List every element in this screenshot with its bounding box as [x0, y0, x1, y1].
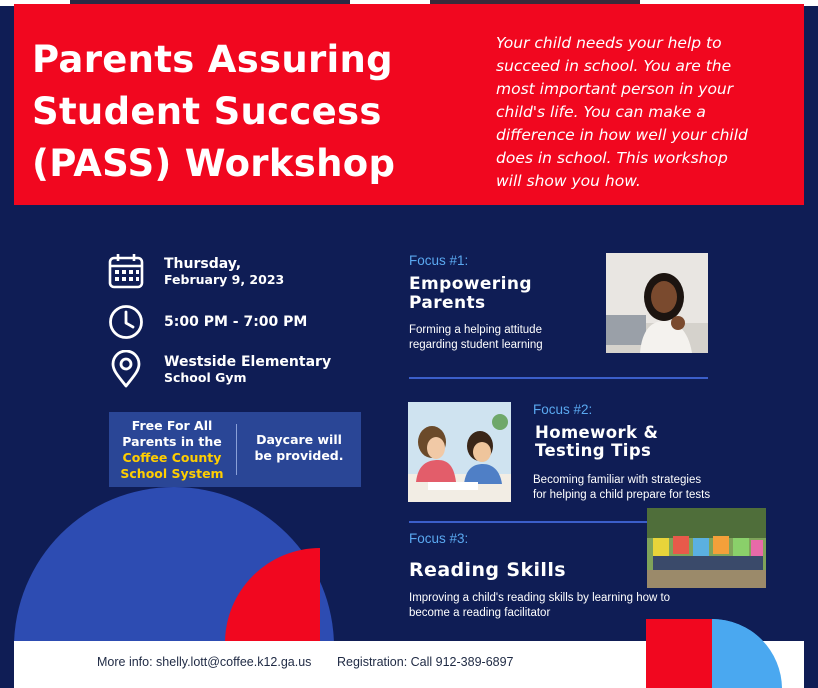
focus-1-label: Focus #1:	[409, 253, 469, 268]
intro-line: does in school. This workshop	[496, 149, 728, 167]
children-studying-photo	[408, 402, 511, 502]
focus-1-heading	[409, 275, 532, 313]
heading-line: Testing Tips	[535, 441, 652, 460]
decorative-red-block-front	[646, 619, 712, 688]
venue-line: School Gym	[164, 369, 247, 385]
intro-text	[496, 32, 786, 193]
free-accent-line: Coffee County	[122, 450, 222, 465]
title-line: Parents Assuring	[32, 38, 393, 81]
focus-2-description	[533, 473, 710, 503]
focus-2-heading	[535, 424, 658, 460]
event-venue-row	[108, 351, 331, 387]
free-info-box	[109, 412, 361, 487]
venue-line: Westside Elementary	[164, 353, 332, 370]
intro-line: Your child needs your help to	[496, 34, 722, 52]
focus-3-heading	[409, 559, 566, 581]
desc-line: for helping a child prepare for tests	[533, 489, 711, 501]
parent-photo	[606, 253, 708, 353]
contact-email: More info: shelly.lott@coffee.k12.ga.us	[97, 655, 312, 669]
event-date	[164, 256, 284, 287]
title-line: (PASS) Workshop	[32, 142, 396, 185]
location-pin-icon	[108, 351, 144, 387]
daycare-line: Daycare will	[256, 432, 342, 447]
event-date-text: February 9, 2023	[164, 271, 285, 287]
heading-line: Parents	[409, 293, 486, 313]
event-date-row	[108, 253, 284, 289]
free-accent-line: School System	[120, 466, 224, 481]
free-line: Parents in the	[122, 434, 222, 449]
focus-1-description	[409, 323, 543, 353]
event-day: Thursday,	[164, 255, 242, 272]
heading-line: Homework &	[535, 423, 659, 442]
daycare-note	[237, 432, 361, 464]
event-venue	[164, 354, 331, 385]
heading-line: Reading Skills	[409, 559, 566, 581]
heading-line: Empowering	[409, 274, 532, 294]
focus-3-label: Focus #3:	[409, 531, 469, 546]
intro-line: child's life. You can make a	[496, 103, 706, 121]
event-time	[164, 314, 307, 330]
desc-line: Becoming familiar with strategies	[533, 474, 702, 486]
event-time-row	[108, 304, 307, 340]
children-reading-photo	[647, 508, 766, 588]
intro-line: succeed in school. You are the	[496, 57, 732, 75]
desc-line: become a reading facilitator	[409, 607, 551, 619]
intro-line: will show you how.	[496, 172, 641, 190]
calendar-icon	[108, 253, 144, 289]
clock-icon	[108, 304, 144, 340]
decorative-blue-quarter-front	[712, 619, 782, 688]
decorative-red-quarter	[225, 548, 320, 641]
title-line: Student Success	[32, 90, 382, 133]
section-divider	[409, 377, 708, 379]
focus-2-label: Focus #2:	[533, 402, 593, 417]
intro-line: most important person in your	[496, 80, 734, 98]
free-line: Free For All	[131, 418, 213, 433]
event-time-text: 5:00 PM - 7:00 PM	[164, 314, 308, 330]
intro-line: difference in how well your child	[496, 126, 748, 144]
registration-phone: Registration: Call 912-389-6897	[337, 655, 514, 669]
desc-line: Forming a helping attitude	[409, 324, 542, 336]
page-title	[32, 34, 462, 190]
section-divider	[409, 521, 651, 523]
header-banner	[14, 4, 804, 205]
desc-line: regarding student learning	[409, 339, 543, 351]
focus-3-description	[409, 591, 670, 621]
free-for-parents	[109, 418, 235, 482]
daycare-line: be provided.	[254, 448, 344, 463]
desc-line: Improving a child's reading skills by learning how to	[409, 592, 671, 604]
